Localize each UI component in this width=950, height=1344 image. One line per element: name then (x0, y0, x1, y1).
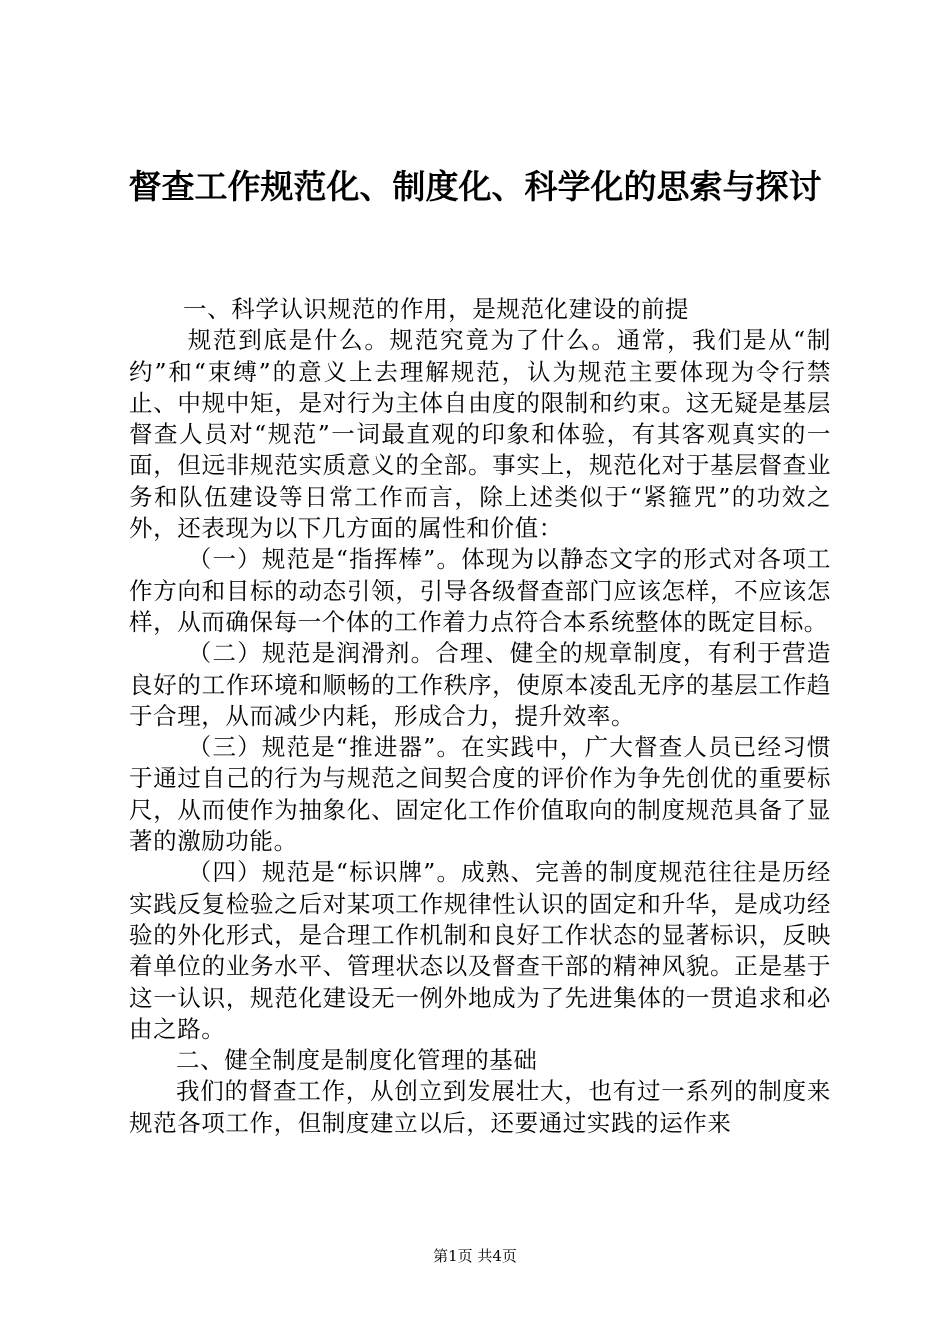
section-heading-1: 一、科学认识规范的作用，是规范化建设的前提 (183, 295, 690, 323)
paragraph: （一）规范是“指挥棒”。体现为以静态文字的形式对各项工作方向和目标的动态引领，引导各级督查部门应该怎样，不应该怎样，从而确保每一个体的工作着力点符合本系统整体的既定目标。 (129, 545, 831, 636)
document-body (129, 294, 831, 1139)
paragraph: （三）规范是“推进器”。在实践中，广大督查人员已经习惯于通过自己的行为与规范之间契合度的评价作为争先创优的重要标尺，从而使作为抽象化、固定化工作价值取向的制度规范具备了显著的激励功能。 (129, 733, 831, 856)
page-footer: 第1页 共4页 (433, 1247, 517, 1265)
paragraph: 我们的督查工作，从创立到发展壮大，也有过一系列的制度来规范各项工作，但制度建立以后，还要通过实践的运作来 (129, 1077, 831, 1137)
paragraph: （四）规范是“标识牌”。成熟、完善的制度规范往往是历经实践反复检验之后对某项工作规律性认识的固定和升华，是成功经验的外化形式，是合理工作机制和良好工作状态的显著标识，反映着单位的业务水平、管理状态以及督查干部的精神风貌。正是基于这一认识，规范化建设无一例外地成为了先进集体的一贯追求和必由之路。 (129, 858, 831, 1043)
paragraph: 规范到底是什么。规范究竟为了什么。通常，我们是从“制约”和“束缚”的意义上去理解规范，认为规范主要体现为令行禁止、中规中矩，是对行为主体自由度的限制和约束。这无疑是基层督查人员对“规范”一词最直观的印象和体验，有其客观真实的一面，但远非规范实质意义的全部。事实上，规范化对于基层督查业务和队伍建设等日常工作而言，除上述类似于“紧箍咒”的功效之外，还表现为以下几方面的属性和价值： (129, 326, 831, 543)
section-heading-2: 二、健全制度是制度化管理的基础 (176, 1046, 538, 1075)
paragraph: （二）规范是润滑剂。合理、健全的规章制度，有利于营造良好的工作环境和顺畅的工作秩序，使原本凌乱无序的基层工作趋于合理，从而减少内耗，形成合力，提升效率。 (129, 639, 831, 730)
document-title: 督查工作规范化、制度化、科学化的思索与探讨 (128, 167, 822, 206)
